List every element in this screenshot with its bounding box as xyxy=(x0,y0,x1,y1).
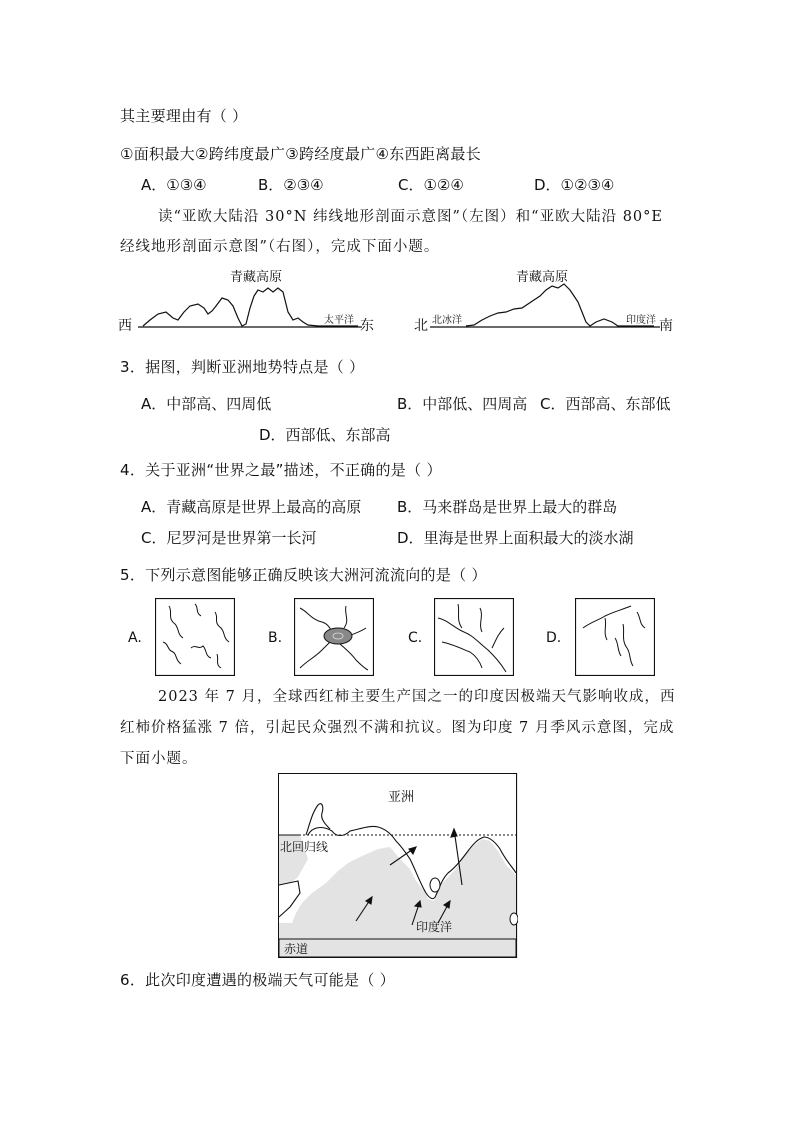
q5-label-d[interactable]: D. xyxy=(546,630,562,646)
question-3: 3．据图，判断亚洲地势特点是（ ） xyxy=(120,358,365,376)
profile-80e xyxy=(414,268,676,334)
river-diagram-c-graphic xyxy=(434,598,514,676)
river-diagram-b-graphic xyxy=(294,598,374,676)
q5-label-a[interactable]: A. xyxy=(128,630,142,646)
q4-option-b[interactable]: B．马来群岛是世界上最大的群岛 xyxy=(397,498,618,516)
profile-30n-east: 东 xyxy=(360,318,374,334)
q5-label-b[interactable]: B. xyxy=(268,630,283,646)
monsoon-map-graphic xyxy=(278,773,518,958)
profile-80e-ocean-s: 印度洋 xyxy=(626,315,656,326)
question-4: 4．关于亚洲“世界之最”描述，不正确的是（ ） xyxy=(120,461,442,479)
q4-option-c[interactable]: C．尼罗河是世界第一长河 xyxy=(141,529,317,547)
q5-label-c[interactable]: C. xyxy=(408,630,423,646)
option-b[interactable]: B．②③④ xyxy=(258,176,324,194)
q4-option-d[interactable]: D．里海是世界上面积最大的淡水湖 xyxy=(397,529,634,547)
profile-80e-north: 北 xyxy=(414,318,428,334)
passage-line: 经线地形剖面示意图”（右图），完成下面小题。 xyxy=(120,239,440,255)
river-diagram-d[interactable] xyxy=(575,598,655,680)
profile-80e-graphic xyxy=(414,268,676,334)
question-5: 5．下列示意图能够正确反映该大洲河流流向的是（ ） xyxy=(120,566,487,584)
river-diagram-d-graphic xyxy=(575,598,655,676)
q3-option-d[interactable]: D．西部低、东部高 xyxy=(259,426,391,444)
passage-line: 红柿价格猛涨 7 倍，引起民众强烈不满和抗议。图为印度 7 月季风示意图，完成 xyxy=(120,720,675,736)
q3-option-b[interactable]: B．中部低、四周高 xyxy=(397,395,528,413)
profile-30n-title: 青藏高原 xyxy=(230,270,283,285)
river-diagram-b[interactable] xyxy=(294,598,374,680)
profile-80e-south: 南 xyxy=(659,318,673,334)
monsoon-map xyxy=(278,773,518,962)
profile-30n-west: 西 xyxy=(118,318,132,334)
q3-option-a[interactable]: A．中部高、四周低 xyxy=(141,395,272,413)
profile-30n-ocean: 太平洋 xyxy=(324,315,354,326)
passage-line: 2023 年 7 月，全球西红柿主要生产国之一的印度因极端天气影响收成，西 xyxy=(158,689,676,705)
option-a[interactable]: A．①③④ xyxy=(141,176,207,194)
passage-line: 下面小题。 xyxy=(120,751,198,767)
map-equator-label: 赤道 xyxy=(284,942,309,956)
equator-band xyxy=(279,939,516,957)
map-tropic-label: 北回归线 xyxy=(280,840,329,854)
q4-option-a[interactable]: A．青藏高原是世界上最高的高原 xyxy=(141,498,362,516)
profile-80e-title: 青藏高原 xyxy=(516,270,569,285)
map-ocean-label: 印度洋 xyxy=(416,920,453,934)
question-fragment: 其主要理由有（ ） xyxy=(120,107,248,125)
option-d[interactable]: D．①②③④ xyxy=(534,176,615,194)
profile-30n-graphic xyxy=(118,268,380,334)
map-continent-label: 亚洲 xyxy=(388,790,415,805)
passage-line: 读“亚欧大陆沿 30°N 纬线地形剖面示意图”（左图）和“亚欧大陆沿 80°E xyxy=(158,209,663,225)
profile-80e-ocean-n: 北冰洋 xyxy=(432,315,462,326)
question-6: 6．此次印度遭遇的极端天气可能是（ ） xyxy=(120,971,396,989)
statement-list: ①面积最大②跨纬度最广③跨经度最广④东西距离最长 xyxy=(120,145,481,163)
river-diagram-c[interactable] xyxy=(434,598,514,680)
option-c[interactable]: C．①②④ xyxy=(398,176,464,194)
river-diagram-a[interactable] xyxy=(155,598,235,680)
profile-30n xyxy=(118,268,380,334)
q3-option-c[interactable]: C．西部高、东部低 xyxy=(540,395,671,413)
river-diagram-a-graphic xyxy=(155,598,235,676)
